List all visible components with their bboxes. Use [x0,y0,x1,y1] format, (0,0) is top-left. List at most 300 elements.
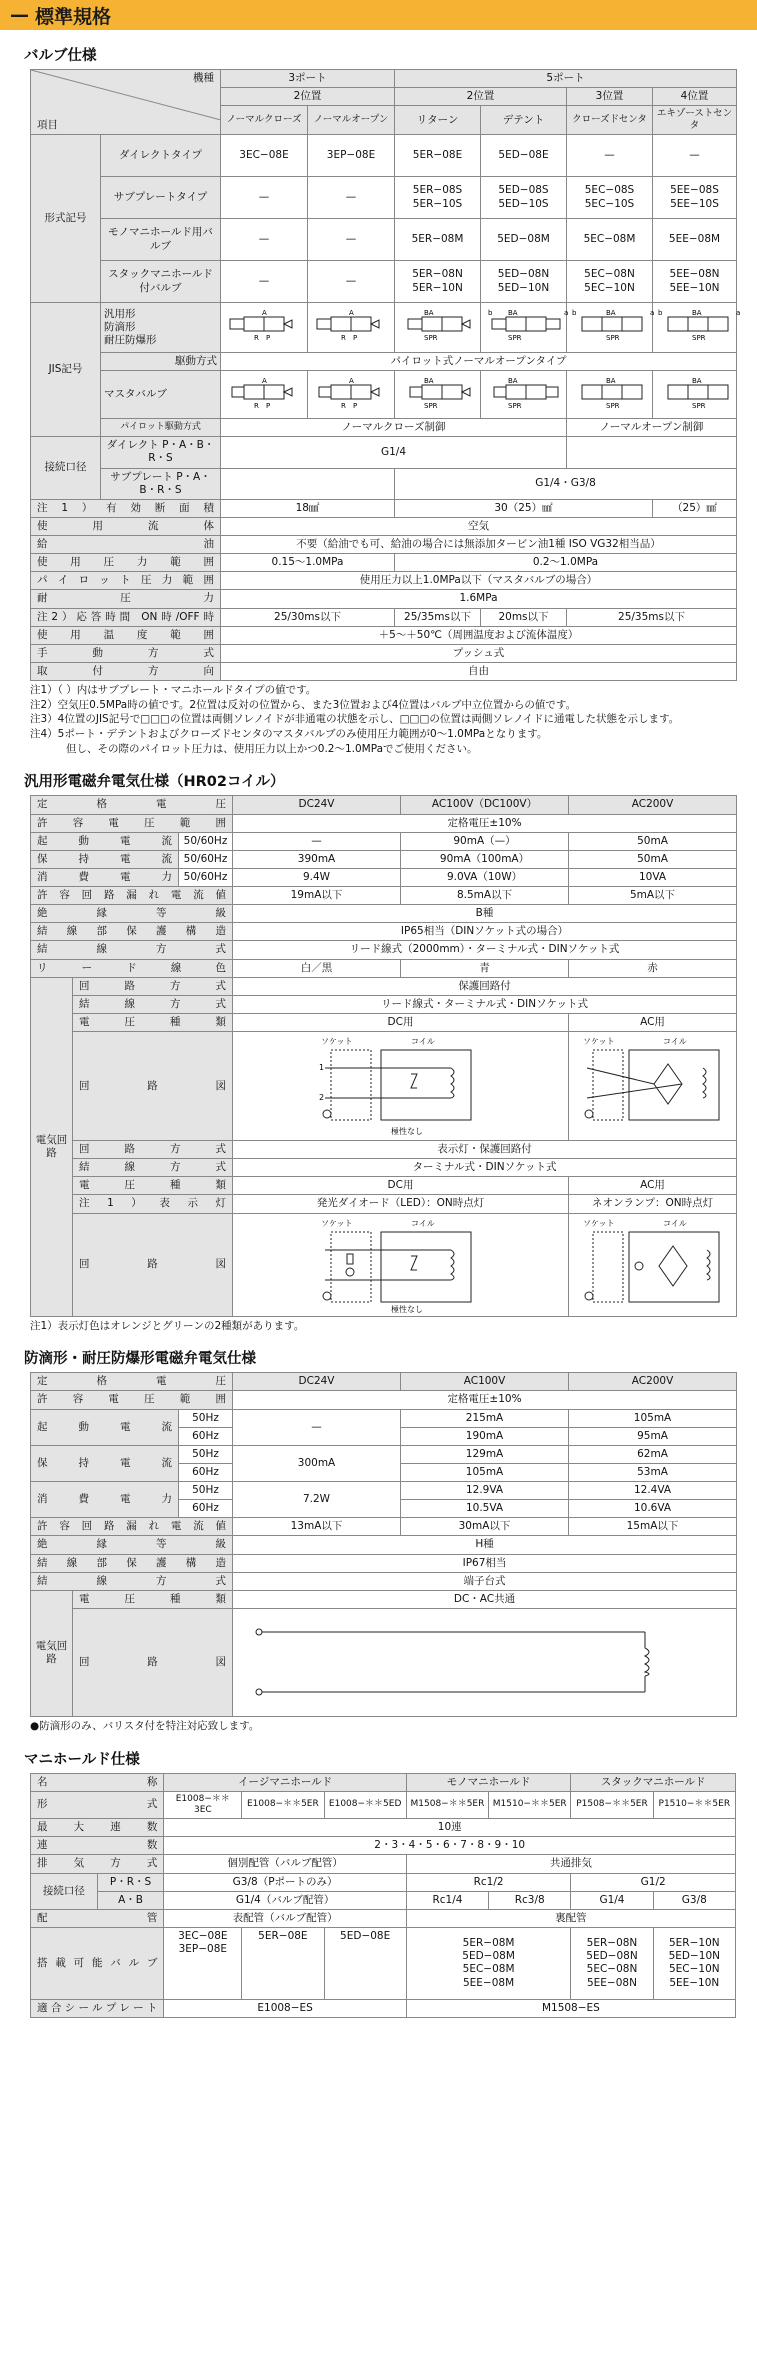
sym-b: b [658,309,663,318]
ec-header: エキゾーストセンタ [653,106,737,135]
ex-value: 95mA [569,1427,737,1445]
coil-value: 10VA [569,868,737,886]
coil-text: コイル [410,1218,435,1228]
hz50: 50Hz [179,1409,233,1427]
ab-value: Rc1/4 [406,1891,488,1909]
mono-header: モノマニホールド [406,1773,571,1791]
model-cell: 5EE−08S 5EE−10S [653,177,737,219]
coil-value: 50mA [569,850,737,868]
tol-value: 定格電圧±10% [233,814,737,832]
port5-header: 5ポート [395,70,737,88]
sym-a-small: a [736,309,741,318]
ab-easy: G1/4（バルブ配管） [164,1891,406,1909]
wire-value: リード線式（2000mm）・ターミナル式・DINソケット式 [233,941,737,959]
sym-ba: BA [424,376,434,385]
pos3-header: 3位置 [567,88,653,106]
prs-label: P・R・S [97,1873,164,1891]
model-cell: 5EC−08S 5EC−10S [567,177,653,219]
model-cell: 5ER−08S 5ER−10S [395,177,481,219]
coil-value: 赤 [569,959,737,977]
dc-use: DC用 [233,1013,569,1031]
model-cell: 5ED−08S 5ED−10S [481,177,567,219]
power-label: 消費電力 [31,1482,179,1518]
easy-header: イージマニホールド [164,1773,406,1791]
conn-direct-empty [567,437,737,468]
model-cell: — [567,135,653,177]
dc24-header: DC24V [233,1373,401,1391]
spec-value: 25/30ms以下 [221,608,395,626]
jis-master-cell [567,371,653,419]
row-stack-label: スタックマニホールド付バルブ [101,261,221,303]
coil-text: コイル [662,1218,687,1228]
leak-label: 許容回路漏れ電流値 [31,1518,233,1536]
spec-label: 手動方式 [31,644,221,662]
model-cell: 5ER−08N 5ER−10N [395,261,481,303]
ex-spec-title: 防滴形・耐圧防爆形電磁弁電気仕様 [24,1351,256,1368]
prot-label: 結線部保護構造 [31,923,233,941]
method-value: 表示灯・保護回路付 [233,1141,737,1159]
sym-spr: SPR [424,334,438,343]
coil-text: コイル [662,1037,687,1047]
prot-label: 結線部保護構造 [31,1554,233,1572]
jis-master-cell [481,371,567,419]
method-value: 保護回路付 [233,977,737,995]
mf-model: E1008−＊＊5ER [242,1791,324,1819]
diagram-label: 回路図 [73,1213,233,1316]
coil-value: 青 [401,959,569,977]
model-cell: — [221,261,308,303]
spec-label: 取付方向 [31,662,221,680]
note-line: 注3）4位置のJIS記号で□□□の位置は両側ソレノイドが非通電の状態を示し、□□□の位置は両側ソレノイドに通電した状態を示します。 [30,713,680,726]
exh-label: 排気方式 [31,1855,164,1873]
t1: 1 [318,1063,324,1073]
power-dc: 7.2W [233,1482,401,1518]
coil-value: 9.4W [233,868,401,886]
spec-value: 使用圧力以上1.0MPa以下（マスタバルブの場合） [221,572,737,590]
ex-value: 105mA [401,1463,569,1481]
jis-symbol-cell [221,303,308,353]
ac-circuit-diagram [573,1034,733,1138]
conn-direct-text: ダイレクト [106,439,159,452]
model-cell: 5ED−08N 5ED−10N [481,261,567,303]
sym-spr: SPR [508,334,522,343]
nopol-text: 極性なし [390,1127,423,1137]
hold-label: 保持電流 [31,850,179,868]
mf-model: E1008−＊＊5ED [324,1791,406,1819]
spec-value: 空気 [221,517,737,535]
valve-symbol-4pos-ec [656,307,746,343]
mf-model: P1510−＊＊5ER [653,1791,735,1819]
coil-value: 390mA [233,850,401,868]
valve-symbol-5port-detent [484,307,574,343]
max-value: 10連 [164,1819,736,1837]
sym-a: A [262,309,267,318]
conn-direct-label [101,437,221,468]
ac-use: AC用 [569,1177,737,1195]
dc-lamp-circuit-cell [233,1213,569,1316]
drive-value: パイロット式ノーマルオープンタイプ [221,353,737,371]
jis-symbol-cell [653,303,741,353]
pos2-header-5port: 2位置 [395,88,567,106]
rated-label: 定格電圧 [31,796,233,814]
exh-easy: 個別配管（バルブ配管） [164,1855,406,1873]
power-label: 消費電力 [31,868,179,886]
kind-label: 機種 [193,72,214,84]
ac100-header: AC100V [401,1373,569,1391]
coil-value: 白／黒 [233,959,401,977]
sym-ba: BA [424,309,434,318]
mf-model: M1508−＊＊5ER [406,1791,488,1819]
jis-master-cell [308,371,395,419]
method-label: 回路方式 [73,977,233,995]
start-label: 起動電流 [31,832,179,850]
valve-symbol-3port [224,307,314,343]
ex-value: 15mA以下 [569,1518,737,1536]
sym-spr: SPR [692,334,706,343]
ins-value: B種 [233,905,737,923]
seal-label: 適合シールプレート [31,1999,164,2017]
circuit-label: 電気回路 [31,1590,73,1716]
master-symbol [656,375,746,411]
master-symbol [224,375,314,411]
spec-value: 20ms以下 [481,608,567,626]
sym-ba: BA [606,376,616,385]
conn-sub-empty [221,468,395,499]
note-line: 注4）5ポート・デテントおよびクローズドセンタのマスタバルブのみ使用圧力範囲が0〜1.0MPaとなります。 [30,728,548,741]
page-title: 標準規格 [35,5,112,28]
wire-value: ターミナル式・DINソケット式 [233,1159,737,1177]
wire-value: リード線式・ターミナル式・DINソケット式 [233,995,737,1013]
ab-value: Rc3/8 [489,1891,571,1909]
pos2-header-3port: 2位置 [221,88,395,106]
diagram-label: 回路図 [73,1608,233,1716]
ex-value: 105mA [569,1409,737,1427]
note-line: 但し、その際のパイロット圧力は、使用圧力以上かつ0.2〜1.0MPaでご使用ください。 [66,742,478,755]
wire-label: 結線方式 [31,941,233,959]
model-cell: 3EP−08E [308,135,395,177]
jis-symbol-cell [481,303,567,353]
sym-b: b [572,309,577,318]
valve-list: 3EC−08E 3EP−08E [164,1927,242,1999]
drive-label: 駆動方式 [101,353,221,371]
hz60: 60Hz [179,1427,233,1445]
spec-label: 注2）応答時間 ON時/OFF時 [31,608,221,626]
note-line: 注1）（ ）内はサブプレート・マニホールドタイプの値です。 [30,684,317,696]
spec-value: 1.6MPa [221,590,737,608]
jis-symbol-cell [308,303,395,353]
prs-stack: G1/2 [571,1873,736,1891]
row-direct-label: ダイレクトタイプ [101,135,221,177]
valve-list: 5ER−08E [242,1927,324,1999]
socket-text: ソケット [320,1218,353,1228]
mf-model: M1510−＊＊5ER [489,1791,571,1819]
sym-p: P [353,334,358,343]
page-header [0,0,757,30]
valve-symbol-5port [398,307,488,343]
model-cell: 5ED−08E [481,135,567,177]
socket-text: ソケット [320,1037,353,1047]
model-cell: 3EC−08E [221,135,308,177]
spec-label: 使用流体 [31,517,221,535]
ins-label: 絶縁等級 [31,1536,233,1554]
circuit-label: 電気回路 [31,977,73,1316]
ex-value: 10.6VA [569,1500,737,1518]
coil-text: コイル [410,1037,435,1047]
ex-circuit-diagram [245,1612,725,1712]
kind-label: 電圧種類 [73,1177,233,1195]
pilot-drive-label: パイロット駆動方式 [101,419,221,437]
ac-circuit-cell [569,1032,737,1141]
jis-symbol-cell [395,303,481,353]
hold-dc: 300mA [233,1445,401,1481]
spec-value: 30（25）㎟ [395,499,653,517]
jis-master-cell [653,371,737,419]
model-cell: — [221,219,308,261]
model-cell: 5ED−08M [481,219,567,261]
valve-notes [30,683,757,756]
kind-label: 電圧種類 [73,1013,233,1031]
model-cell: 5EE−08N 5EE−10N [653,261,737,303]
pos4-header: 4位置 [653,88,737,106]
nc-header: ノーマルクローズ [221,106,308,135]
spec-label: 耐圧力 [31,590,221,608]
conn-direct-value: G1/4 [221,437,567,468]
sym-r: R [341,334,346,343]
ex-value: 10.5VA [401,1500,569,1518]
sym-r: R [341,401,346,410]
master-symbol [311,375,401,411]
sym-p: P [266,401,271,410]
prot-value: IP65相当（DINソケット式の場合） [233,923,737,941]
sym-a-small: a [564,309,569,318]
dc-lamp-circuit-diagram [301,1216,501,1314]
coil-note: 注1）表示灯色はオレンジとグリーンの2種類があります。 [30,1319,305,1332]
model-label: 形式 [31,1791,164,1819]
return-header: リターン [395,106,481,135]
spec-value: ＋5〜＋50℃（周囲温度および流体温度） [221,626,737,644]
tol-label: 許容電圧範囲 [31,1391,233,1409]
nopol-text: 極性なし [390,1304,423,1314]
hz50: 50Hz [179,1445,233,1463]
model-cell: 5ER−08M [395,219,481,261]
coil-value: 50mA [569,832,737,850]
jis-symbol-cell [567,303,653,353]
sym-spr: SPR [424,401,438,410]
spec-label: パイロット圧力範囲 [31,572,221,590]
pilot-nc-value: ノーマルクローズ制御 [221,419,567,437]
valve-symbol-3port [311,307,401,343]
master-label: マスタバルブ [101,371,221,419]
kind-value: DC・AC共通 [233,1590,737,1608]
sym-b: b [488,309,493,318]
ac-lamp-circuit-cell [569,1213,737,1316]
coil-value: 90mA（—） [401,832,569,850]
pipe-label: 配管 [31,1909,164,1927]
coil-value: 19mA以下 [233,887,401,905]
spec-value: 0.15〜1.0MPa [221,554,395,572]
spec-value: （25）㎟ [653,499,737,517]
ex-note: ●防滴形のみ、バリスタ付を特注対応致します。 [30,1719,260,1732]
spec-value: 自由 [221,662,737,680]
hz-label: 50/60Hz [179,850,233,868]
sym-ba: BA [508,376,518,385]
ins-value: H種 [233,1536,737,1554]
row-mono-label: モノマニホールド用バルブ [101,219,221,261]
diagram-label: 回路図 [73,1032,233,1141]
pipe-other: 裏配管 [406,1909,735,1927]
spec-value: 25/35ms以下 [395,608,481,626]
note-line: 注2）空気圧0.5MPa時の値です。2位置は反対の位置から、また3位置および4位置はバルブ中立位置からの値です。 [30,698,577,711]
master-symbol [484,375,574,411]
ex-value: 215mA [401,1409,569,1427]
conn-sub-value: G1/4・G3/8 [395,468,737,499]
row-subplate-label: サブプレートタイプ [101,177,221,219]
hz60: 60Hz [179,1463,233,1481]
coil-spec-title: 汎用形電磁弁電気仕様（HR02コイル） [24,774,285,791]
model-label: 形式記号 [31,135,101,303]
hz60: 60Hz [179,1500,233,1518]
mf-model: E1008−＊＊3EC [164,1791,242,1819]
model-cell: — [308,219,395,261]
item-label: 項目 [37,118,58,131]
ab-value: G3/8 [653,1891,735,1909]
port3-header: 3ポート [221,70,395,88]
sym-spr: SPR [606,334,620,343]
ac100-header: AC100V（DC100V） [401,796,569,814]
spec-label: 注1）有効断面積 [31,499,221,517]
spec-value: 25/35ms以下 [567,608,737,626]
dc24-header: DC24V [233,796,401,814]
coil-spec-table [30,795,737,1316]
ex-value: 62mA [569,1445,737,1463]
hz50: 50Hz [179,1482,233,1500]
spec-label: 使用温度範囲 [31,626,221,644]
tol-value: 定格電圧±10% [233,1391,737,1409]
jis-general-label: 汎用形 防滴形 耐圧防爆形 [101,303,221,353]
spec-label: 給油 [31,536,221,554]
ex-value: 190mA [401,1427,569,1445]
units-value: 2・3・4・5・6・7・8・9・10 [164,1837,736,1855]
model-cell: 5EE−08M [653,219,737,261]
hz-label: 50/60Hz [179,832,233,850]
master-symbol [398,375,488,411]
wire-label: 結線方式 [73,995,233,1013]
sym-ba: BA [692,309,702,318]
conn-label: 接続口径 [31,1873,98,1909]
spec-value: プッシュ式 [221,644,737,662]
coil-value: 90mA（100mA） [401,850,569,868]
sym-a: A [349,309,354,318]
pipe-easy: 表配管（バルブ配管） [164,1909,406,1927]
jis-label: JIS記号 [31,303,101,437]
ab-value: G1/4 [571,1891,653,1909]
valve-spec-table [30,69,741,681]
jis-master-cell [395,371,481,419]
sym-a: A [262,376,267,385]
conn-sub-label [101,468,221,499]
socket-text: ソケット [582,1218,615,1228]
sym-spr: SPR [508,401,522,410]
conn-sub-text: サブプレート [110,470,173,483]
ins-label: 絶縁等級 [31,905,233,923]
wire-value: 端子台式 [233,1572,737,1590]
valve-spec-title: バルブ仕様 [24,48,97,64]
valve-list: 5ED−08E [324,1927,406,1999]
prs-easy: G3/8（Pポートのみ） [164,1873,406,1891]
spec-value: 0.2〜1.0MPa [395,554,737,572]
sym-p: P [266,334,271,343]
dc-circuit-cell [233,1032,569,1141]
cc-header: クローズドセンタ [567,106,653,135]
spec-value: 不要（給油でも可、給油の場合には無添加タービン油1種 ISO VG32相当品） [221,536,737,554]
dc-use: DC用 [233,1177,569,1195]
model-cell: 5ER−08E [395,135,481,177]
method-label: 回路方式 [73,1141,233,1159]
lamp-ac: ネオンランプ：ON時点灯 [569,1195,737,1213]
ac200-header: AC200V [569,796,737,814]
conn-prs-text: P・A・B・R・S [148,439,215,465]
start-label: 起動電流 [31,1409,179,1445]
ex-value: 12.4VA [569,1482,737,1500]
sym-p: P [353,401,358,410]
ex-circuit-cell [233,1608,737,1716]
ex-value: 13mA以下 [233,1518,401,1536]
t2: 2 [318,1093,324,1103]
ac200-header: AC200V [569,1373,737,1391]
valve-symbol-3pos-cc [570,307,660,343]
lamp-dc: 発光ダイオード（LED）：ON時点灯 [233,1195,569,1213]
model-cell: 5EC−08M [567,219,653,261]
no-header: ノーマルオープン [308,106,395,135]
ab-label: A・B [97,1891,164,1909]
kind-item-header [31,70,221,135]
model-cell: — [308,261,395,303]
header-dash: — [10,4,29,26]
leak-label: 許容回路漏れ電流値 [31,887,233,905]
sym-ba: BA [606,309,616,318]
units-label: 連数 [31,1837,164,1855]
sym-r: R [254,334,259,343]
seal-easy: E1008−ES [164,1999,406,2017]
sym-r: R [254,401,259,410]
rated-label: 定格電圧 [31,1373,233,1391]
coil-value: 8.5mA以下 [401,887,569,905]
valve-list: 5ER−10N 5ED−10N 5EC−10N 5EE−10N [653,1927,735,1999]
detent-header: デテント [481,106,567,135]
lead-label: リード線色 [31,959,233,977]
spec-label: 使用圧力範囲 [31,554,221,572]
prot-value: IP67相当 [233,1554,737,1572]
model-cell: 5EC−08N 5EC−10N [567,261,653,303]
sym-ba: BA [692,376,702,385]
jis-master-cell [221,371,308,419]
valve-list: 5ER−08M 5ED−08M 5EC−08M 5EE−08M [406,1927,571,1999]
manifold-table [30,1773,736,2019]
lamp-label: 注1）表示灯 [73,1195,233,1213]
dc-circuit-diagram [301,1034,501,1138]
pilot-no-value: ノーマルオープン制御 [567,419,737,437]
sym-ba: BA [508,309,518,318]
ex-value: 12.9VA [401,1482,569,1500]
prs-mono: Rc1/2 [406,1873,571,1891]
start-dc-empty: — [233,1409,401,1445]
valve-list: 5ER−08N 5ED−08N 5EC−08N 5EE−08N [571,1927,653,1999]
exh-other: 共通排気 [406,1855,735,1873]
seal-other: M1508−ES [406,1999,735,2017]
master-symbol [570,375,660,411]
ac-use: AC用 [569,1013,737,1031]
ac-lamp-circuit-diagram [573,1216,733,1314]
